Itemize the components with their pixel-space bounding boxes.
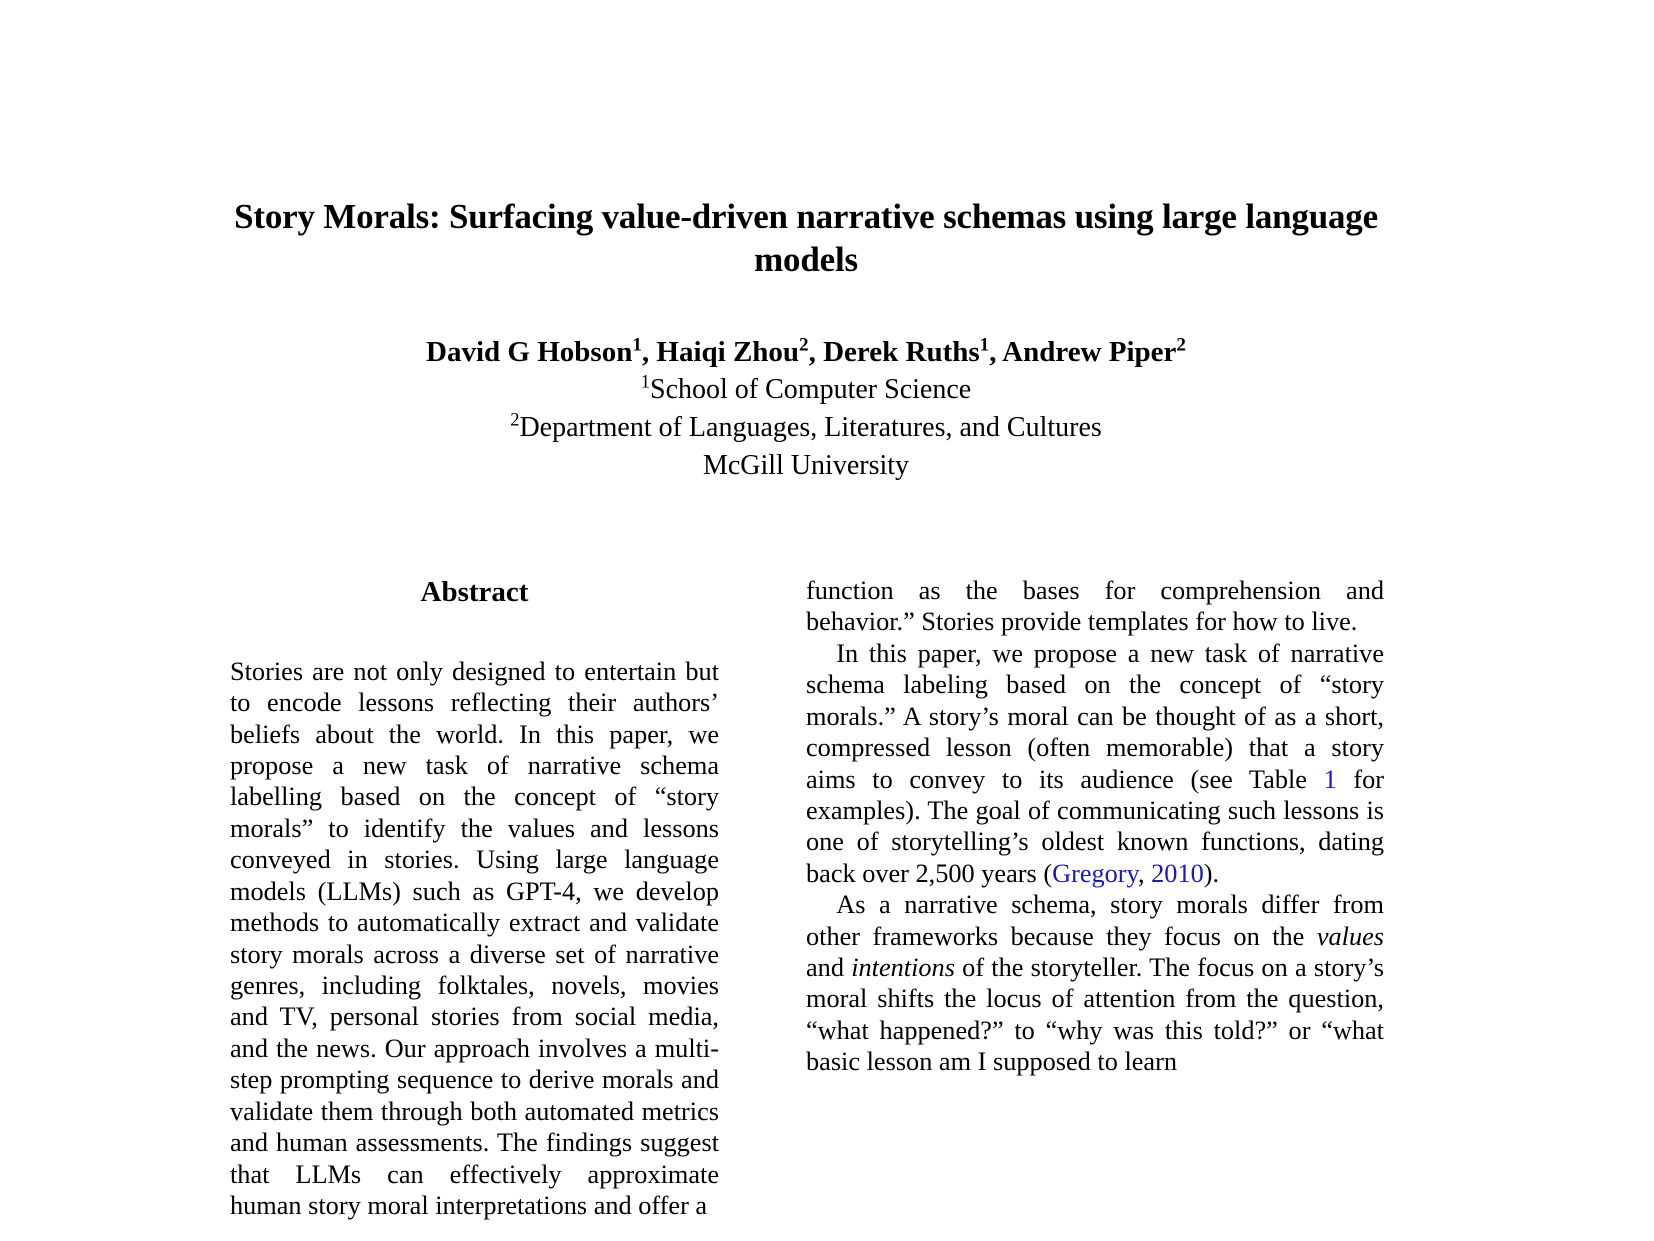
author-affil-marker: 1: [632, 334, 642, 356]
paragraph-text: for examples). The goal of communicating such lessons is one of storytelling’s oldest known functions, dating back over 2,500 years (: [806, 764, 1384, 888]
abstract-body: Stories are not only designed to entertain but to encode lessons reflecting their authors’ beliefs about the world. In this paper, we propose a new task of narrative schema labelling based on the concept of “story morals” to identify the values and lessons conveyed in stories. Using large language models (LLMs) such as GPT-4, we develop methods to automatically extract and validate story morals across a diverse set of narrative genres, including folktales, novels, movies and TV, personal stories from social media, and the news. Our approach involves a multi-step prompting sequence to derive morals and validate them through both automated metrics and human assessments. The findings suggest that LLMs can effectively approximate human story moral interpretations and offer a: [230, 656, 719, 1220]
emphasis-intentions: intentions: [851, 953, 955, 983]
citation-author-link[interactable]: Gregory: [1052, 858, 1138, 888]
left-column: [230, 575, 719, 1221]
paragraph-text: and: [806, 953, 852, 983]
intro-paragraph-schema: [806, 889, 1384, 1078]
author-name: Derek Ruths: [823, 336, 980, 368]
citation-separator: ,: [1138, 858, 1152, 888]
affiliation-name: Department of Languages, Literatures, and Cultures: [519, 411, 1102, 443]
author-name: David G Hobson: [426, 336, 633, 368]
author-name: Andrew Piper: [1002, 336, 1177, 368]
page-title: Story Morals: Surfacing value-driven narrative schemas using large language models: [234, 197, 1378, 279]
citation-year-link[interactable]: 2010: [1151, 858, 1204, 888]
table-reference-link[interactable]: 1: [1323, 764, 1337, 794]
author-name: Haiqi Zhou: [656, 336, 800, 368]
affiliation-1: [228, 371, 1384, 409]
right-column: [806, 575, 1384, 1078]
intro-paragraph-task: [806, 638, 1384, 889]
institution-name: McGill University: [702, 449, 910, 481]
author-list: David G Hobson$^1$, Haiqi Zhou$^2$, Derek Ruths$^1$, Andrew Piper$^2$: [426, 334, 1186, 368]
emphasis-values: values: [1316, 921, 1384, 951]
intro-paragraph-continued: function as the bases for comprehension and behavior.” Stories provide templates for how to live.: [806, 576, 1384, 637]
author-affil-marker: 2: [799, 334, 809, 356]
paragraph-text: of the storyteller. The focus on a story’s moral shifts the locus of attention from the question, “what happened?” to “why was this told?” or “what basic lesson am I supposed to learn: [806, 953, 1384, 1077]
paragraph-text: ).: [1203, 858, 1220, 888]
author-affil-marker: 2: [1176, 334, 1186, 356]
authors-block: [228, 333, 1384, 484]
abstract-heading: Abstract: [420, 576, 529, 608]
affiliation-2: [228, 409, 1384, 447]
title-block: [228, 196, 1384, 281]
affiliation-marker: 2: [510, 409, 520, 430]
affiliation-marker: 1: [640, 371, 651, 392]
paragraph-text: In this paper, we propose a new task of narrative schema labeling based on the concept of “story morals.” A story’s moral can be thought of as a short, compressed lesson (often memorable) that a story aims to convey to its audience (see Table: [806, 638, 1384, 794]
affiliation-name: School of Computer Science: [650, 374, 972, 406]
author-affil-marker: 1: [979, 334, 990, 356]
paragraph-text: As a narrative schema, story morals differ from other frameworks because they focus on the: [806, 890, 1384, 951]
